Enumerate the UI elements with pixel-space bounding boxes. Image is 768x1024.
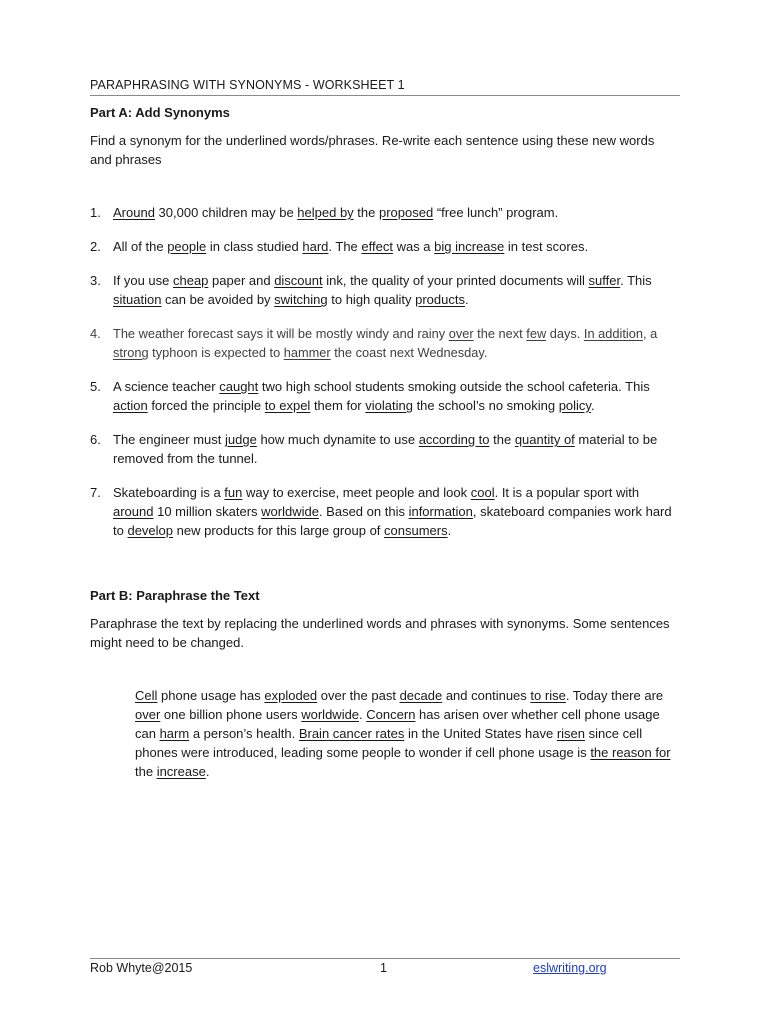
underlined-term: people xyxy=(167,239,207,254)
underlined-term: hard xyxy=(302,239,329,254)
sentence-text: . It is a popular sport with xyxy=(494,485,640,500)
underlined-term: to rise xyxy=(530,688,566,703)
sentence-text: A science teacher xyxy=(113,379,220,394)
underlined-term: effect xyxy=(361,239,393,254)
underlined-term: helped by xyxy=(297,205,354,220)
part-a-instructions: Find a synonym for the underlined words/phrases. Re-write each sentence using these new words and phrases xyxy=(90,133,655,167)
underlined-term: the reason for xyxy=(590,745,671,760)
underlined-term: develop xyxy=(127,523,174,538)
sentence-text: the school’s no smoking xyxy=(412,398,559,413)
part-a-heading: Part A: Add Synonyms xyxy=(90,105,230,120)
underlined-term: Concern xyxy=(366,707,416,722)
exercise-item xyxy=(90,237,680,256)
exercise-item xyxy=(90,483,680,540)
underlined-term: decade xyxy=(399,688,443,703)
underlined-term: quantity of xyxy=(514,432,575,447)
sentence-text: the next xyxy=(473,326,527,341)
underlined-term: proposed xyxy=(378,205,434,220)
item-number: 4. xyxy=(90,326,101,341)
sentence-text: . This xyxy=(620,273,652,288)
sentence-text: . Based on this xyxy=(318,504,409,519)
page-number: 1 xyxy=(380,961,387,975)
sentence-text: “free lunch” program. xyxy=(433,205,559,220)
sentence-text: . xyxy=(359,707,367,722)
exercise-item xyxy=(90,203,680,222)
sentence-text: the coast next Wednesday. xyxy=(330,345,488,360)
sentence-text: , a xyxy=(642,326,658,341)
sentence-text: a person’s health. xyxy=(189,726,299,741)
sentence-text: . xyxy=(590,398,595,413)
underlined-term: products xyxy=(415,292,465,307)
underlined-term: exploded xyxy=(264,688,318,703)
sentence-text: one billion phone users xyxy=(160,707,302,722)
sentence-text: Skateboarding is a xyxy=(113,485,225,500)
underlined-term: to expel xyxy=(264,398,311,413)
sentence-text: and continues xyxy=(442,688,531,703)
sentence-text: the xyxy=(135,764,157,779)
sentence-text: ink, the quality of your printed documents will xyxy=(322,273,589,288)
underlined-term: cheap xyxy=(172,273,209,288)
header-divider xyxy=(90,95,680,96)
sentence-text: If you use xyxy=(113,273,173,288)
item-number: 2. xyxy=(90,239,101,254)
sentence-text: in test scores. xyxy=(504,239,589,254)
item-number: 5. xyxy=(90,379,101,394)
sentence-text: in class studied xyxy=(206,239,303,254)
underlined-term: increase xyxy=(156,764,206,779)
sentence-text: 30,000 children may be xyxy=(154,205,298,220)
underlined-term: big increase xyxy=(434,239,505,254)
sentence-text: was a xyxy=(392,239,435,254)
exercise-list xyxy=(90,203,680,555)
sentence-text: material to be removed from the tunnel. xyxy=(113,432,658,466)
sentence-text: typhoon is expected to xyxy=(148,345,284,360)
sentence-text: to high quality xyxy=(327,292,416,307)
underlined-term: violating xyxy=(365,398,413,413)
worksheet-title: PARAPHRASING WITH SYNONYMS - WORKSHEET 1 xyxy=(90,78,405,92)
underlined-term: Around xyxy=(113,205,155,220)
underlined-term: over xyxy=(135,707,161,722)
sentence-text: All of the xyxy=(113,239,168,254)
underlined-term: few xyxy=(526,326,547,341)
exercise-item xyxy=(90,324,680,362)
underlined-term: over xyxy=(448,326,474,341)
sentence-text: . The xyxy=(328,239,362,254)
sentence-text: paper and xyxy=(208,273,275,288)
underlined-term: caught xyxy=(219,379,259,394)
sentence-text: . xyxy=(205,764,210,779)
sentence-text: . xyxy=(464,292,469,307)
underlined-term: action xyxy=(113,398,148,413)
sentence-text: days. xyxy=(546,326,584,341)
sentence-text: . xyxy=(447,523,452,538)
sentence-text: can be avoided by xyxy=(161,292,275,307)
sentence-text: how much dynamite to use xyxy=(256,432,419,447)
sentence-text: forced the principle xyxy=(147,398,265,413)
underlined-term: hammer xyxy=(283,345,331,360)
underlined-term: Brain cancer rates xyxy=(298,726,405,741)
underlined-term: harm xyxy=(159,726,190,741)
sentence-text: the xyxy=(489,432,515,447)
footer-divider xyxy=(90,958,680,959)
sentence-text: 10 million skaters xyxy=(153,504,262,519)
underlined-term: switching xyxy=(274,292,328,307)
sentence-text: in the United States have xyxy=(404,726,557,741)
item-number: 6. xyxy=(90,432,101,447)
underlined-term: In addition xyxy=(583,326,643,341)
sentence-text: . Today there are xyxy=(565,688,664,703)
sentence-text: over the past xyxy=(317,688,400,703)
item-number: 3. xyxy=(90,273,101,288)
sentence-text: the xyxy=(353,205,379,220)
item-number: 7. xyxy=(90,485,101,500)
website-link[interactable]: eslwriting.org xyxy=(533,961,607,975)
underlined-term: judge xyxy=(225,432,257,447)
underlined-term: according to xyxy=(418,432,490,447)
underlined-term: information xyxy=(408,504,473,519)
sentence-text: way to exercise, meet people and look xyxy=(242,485,471,500)
sentence-text: two high school students smoking outside the school cafeteria. This xyxy=(258,379,650,394)
footer-author: Rob Whyte@2015 xyxy=(90,961,193,975)
sentence-text: phone usage has xyxy=(157,688,265,703)
sentence-text: , skateboard companies work hard to xyxy=(113,504,672,538)
sentence-text: The weather forecast says it will be mostly windy and rainy xyxy=(113,326,449,341)
underlined-term: situation xyxy=(113,292,162,307)
underlined-term: risen xyxy=(556,726,585,741)
underlined-term: suffer xyxy=(588,273,621,288)
exercise-item xyxy=(90,271,680,309)
part-b-heading: Part B: Paraphrase the Text xyxy=(90,588,260,603)
sentence-text: since cell phones were introduced, leading some people to wonder if cell phone usage is xyxy=(135,726,643,760)
exercise-item xyxy=(90,430,680,468)
underlined-term: consumers xyxy=(384,523,448,538)
item-number: 1. xyxy=(90,205,101,220)
sentence-text: new products for this large group of xyxy=(173,523,385,538)
underlined-term: strong xyxy=(113,345,149,360)
part-b-instructions: Paraphrase the text by replacing the underlined words and phrases with synonyms. Some sentences might need to be changed. xyxy=(90,616,670,650)
paraphrase-passage xyxy=(135,686,680,781)
underlined-term: worldwide xyxy=(301,707,360,722)
underlined-term: cool xyxy=(470,485,495,500)
sentence-text: them for xyxy=(310,398,366,413)
underlined-term: worldwide xyxy=(261,504,319,519)
underlined-term: policy xyxy=(558,398,591,413)
underlined-term: Cell xyxy=(135,688,158,703)
underlined-term: discount xyxy=(274,273,323,288)
exercise-item xyxy=(90,377,680,415)
sentence-text: The engineer must xyxy=(113,432,226,447)
underlined-term: fun xyxy=(224,485,243,500)
underlined-term: around xyxy=(113,504,154,519)
sentence-text: has arisen over whether cell phone usage can xyxy=(135,707,660,741)
